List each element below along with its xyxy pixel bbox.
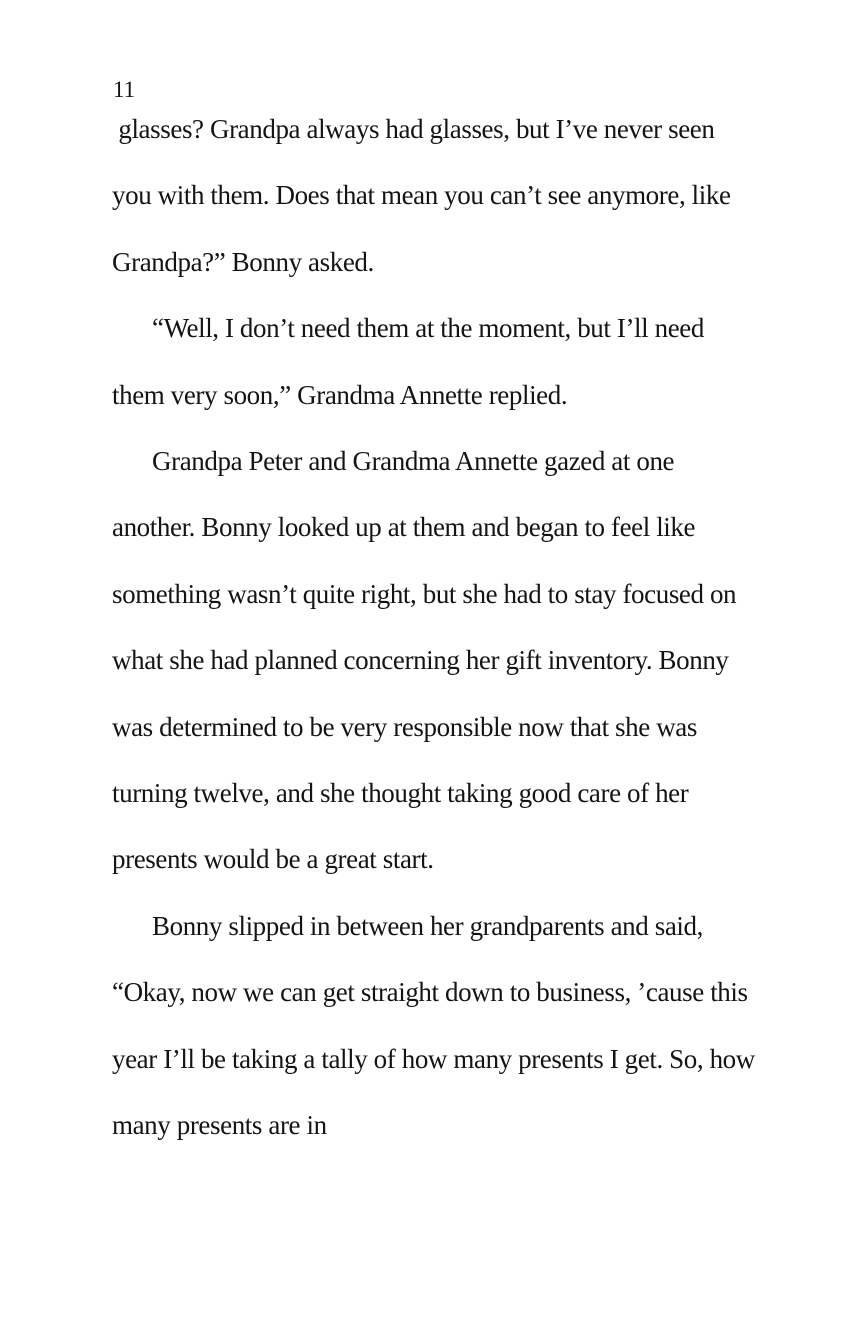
body-paragraph: Grandpa Peter and Grandma Annette gazed at one another. Bonny looked up at them and began to feel like something wasn’t quite right, but she had to stay focused on what she had planned concerning her gift inventory. Bonny was determined to be very responsible now that she was turning twelve, and she thought taking good care of her presents would be a great start. xyxy=(112,446,737,875)
body-paragraph: Bonny slipped in between her grandparents and said, “Okay, now we can get straight down to business, ’cause this year I’ll be taking a tally of how many presents I get. So, how many presents are in xyxy=(112,910,755,1141)
body-text xyxy=(112,96,760,1159)
body-paragraph: “Well, I don’t need them at the moment, but I’ll need them very soon,” Grandma Annette replied. xyxy=(112,313,704,410)
page-number: 11 xyxy=(113,77,136,102)
body-paragraph: glasses? Grandpa always had glasses, but I’ve never seen you with them. Does that mean you can’t see anymore, like Grandpa?” Bonny asked. xyxy=(112,114,737,277)
